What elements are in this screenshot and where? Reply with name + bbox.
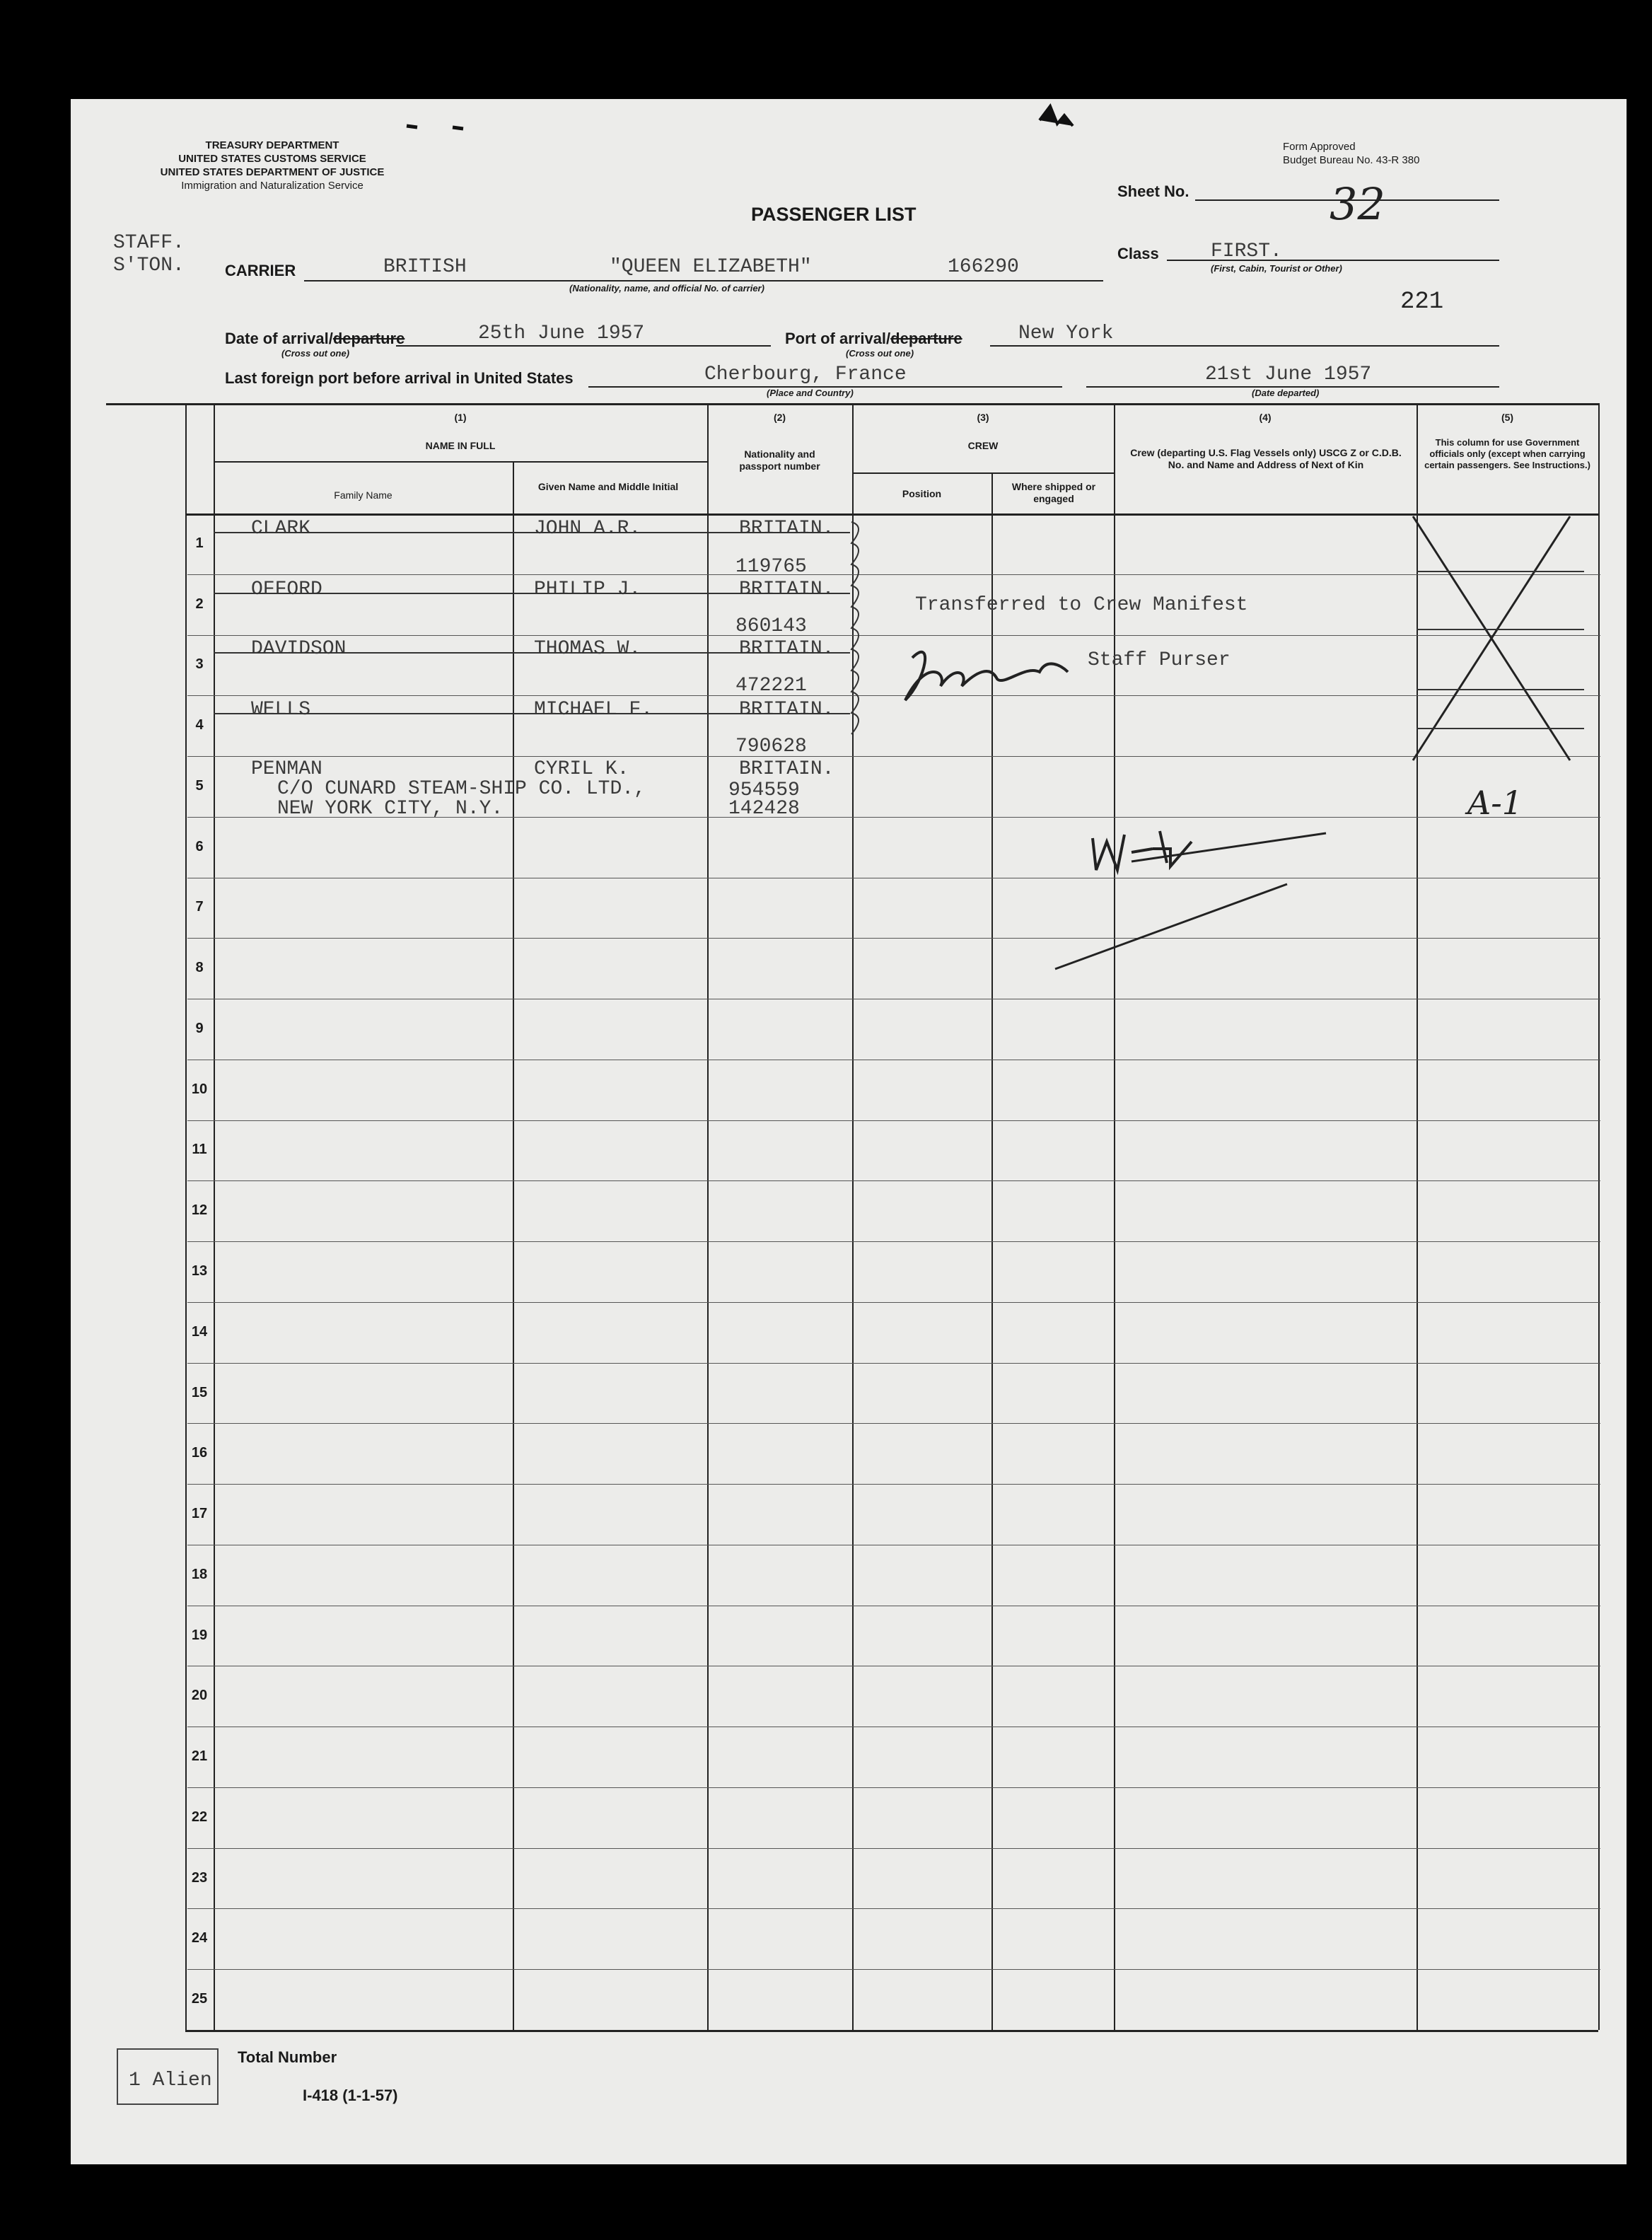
- row-number: 2: [195, 596, 204, 612]
- agency-line: UNITED STATES CUSTOMS SERVICE: [178, 153, 366, 165]
- class-hint: (First, Cabin, Tourist or Other): [1211, 263, 1342, 274]
- row-number: 19: [191, 1627, 208, 1643]
- a1-mark: A-1: [1467, 784, 1523, 822]
- row-number: 9: [195, 1020, 204, 1036]
- agency-line: TREASURY DEPARTMENT: [205, 139, 339, 151]
- family-name-header: Family Name: [334, 489, 392, 501]
- entry-nationality: BRITAIN.: [739, 579, 834, 600]
- entry-address: C/O CUNARD STEAM-SHIP CO. LTD.,: [277, 778, 646, 800]
- entry-family-name: WELLS: [251, 699, 311, 721]
- port-value: New York: [1018, 323, 1114, 344]
- date-label-struck: departure: [332, 330, 405, 347]
- entry-family-name: OFFORD: [251, 579, 322, 600]
- row-number: 22: [191, 1809, 208, 1825]
- row-number: 4: [195, 717, 204, 733]
- date-departed-hint: (Date departed): [1252, 388, 1320, 398]
- shipped-header: Where shipped or engaged: [1011, 481, 1096, 504]
- margin-note-line: STAFF.: [113, 232, 185, 254]
- col2-number: (2): [773, 412, 786, 423]
- row-number: 7: [195, 899, 204, 915]
- agency-line: UNITED STATES DEPARTMENT OF JUSTICE: [160, 166, 385, 178]
- form-approved-line: Budget Bureau No. 43-R 380: [1283, 154, 1420, 166]
- entry-nationality: BRITAIN.: [739, 638, 834, 660]
- entry-given-name: THOMAS W.: [534, 638, 641, 660]
- col5-number: (5): [1501, 412, 1514, 423]
- row-number: 12: [191, 1202, 208, 1219]
- stamp-number: 221: [1400, 289, 1444, 315]
- entry-nationality: BRITAIN.: [739, 518, 834, 540]
- agency-line: Immigration and Naturalization Service: [181, 180, 363, 192]
- carrier-nationality: BRITISH: [383, 256, 467, 278]
- col3-title: CREW: [967, 440, 999, 451]
- row-number: 16: [191, 1445, 208, 1461]
- row-number: 24: [191, 1930, 208, 1946]
- date-hint: (Cross out one): [281, 348, 350, 359]
- given-name-header: Given Name and Middle Initial: [537, 481, 679, 492]
- entry-nationality: BRITAIN.: [739, 699, 834, 721]
- entry-passport-secondary: 142428: [728, 798, 800, 820]
- carrier-name: "QUEEN ELIZABETH": [610, 256, 812, 278]
- entry-given-name: MICHAEL F.: [534, 699, 653, 721]
- row-number: 25: [191, 1991, 208, 2007]
- date-label-text: Date of arrival/: [225, 330, 333, 347]
- row-number: 18: [191, 1566, 208, 1582]
- row-number: 21: [191, 1748, 208, 1765]
- row-number: 8: [195, 960, 204, 976]
- row-number: 11: [192, 1142, 207, 1158]
- row-number: 6: [195, 838, 204, 854]
- carrier-label: CARRIER: [225, 262, 296, 279]
- entry-passport: 472221: [735, 675, 807, 697]
- page-title: PASSENGER LIST: [751, 204, 917, 225]
- row-number: 17: [191, 1506, 208, 1522]
- entry-given-name: CYRIL K.: [534, 758, 629, 780]
- entry-passport: 790628: [735, 736, 807, 758]
- col1-title: NAME IN FULL: [425, 440, 496, 451]
- port-hint: (Cross out one): [846, 348, 914, 359]
- entry-passport: 119765: [735, 556, 807, 578]
- last-port-hint: (Place and Country): [767, 388, 854, 398]
- margin-note-line: S'TON.: [113, 255, 185, 277]
- ink-mark: [453, 127, 463, 129]
- row-number: 13: [191, 1263, 208, 1279]
- last-port-label: Last foreign port before arrival in United States: [225, 369, 574, 387]
- col1-number: (1): [454, 412, 467, 423]
- col5-title: This column for use Government officials only (except when carrying certain passengers. See Instructions.): [1424, 437, 1590, 470]
- torn-edge: [1040, 106, 1073, 126]
- row-number: 3: [195, 656, 204, 673]
- entry-passport: 954559: [728, 779, 800, 801]
- col4-title: Crew (departing U.S. Flag Vessels only) USCG Z or C.D.B. No. and Name and Address of Next of Kin: [1130, 447, 1402, 470]
- signature-mark: [905, 652, 1068, 700]
- entry-family-name: PENMAN: [251, 758, 322, 780]
- entry-family-name: DAVIDSON: [251, 638, 347, 660]
- row-number: 20: [191, 1688, 208, 1704]
- row-number: 10: [191, 1081, 208, 1097]
- row-number: 1: [195, 535, 204, 551]
- last-port-value: Cherbourg, France: [704, 364, 907, 385]
- position-header: Position: [902, 488, 942, 499]
- total-label: Total Number: [238, 2048, 337, 2066]
- class-value: FIRST.: [1211, 240, 1282, 262]
- sheet-label: Sheet No.: [1117, 182, 1189, 200]
- col4-number: (4): [1259, 412, 1272, 423]
- class-label: Class: [1117, 245, 1159, 262]
- date-value: 25th June 1957: [478, 323, 645, 344]
- total-box-text: 1 Alien: [129, 2070, 212, 2091]
- form-approved-line: Form Approved: [1283, 141, 1356, 153]
- row-number: 14: [191, 1323, 208, 1340]
- staff-purser-note: Staff Purser: [1088, 649, 1231, 671]
- entry-given-name: PHILIP J.: [534, 579, 641, 600]
- carrier-hint: (Nationality, name, and official No. of carrier): [569, 283, 764, 294]
- entry-nationality: BRITAIN.: [739, 758, 834, 780]
- col3-number: (3): [977, 412, 989, 423]
- entry-family-name: CLARK: [251, 518, 311, 540]
- diagonal-stroke: [1055, 884, 1287, 969]
- transferred-note: Transferred to Crew Manifest: [915, 594, 1248, 616]
- entry-address: NEW YORK CITY, N.Y.: [277, 798, 504, 820]
- sheet-number: 32: [1330, 178, 1385, 230]
- port-label-struck: departure: [890, 330, 962, 347]
- initials-mark: [1093, 831, 1192, 870]
- row-number: 15: [191, 1384, 208, 1400]
- ink-mark: [407, 126, 417, 127]
- carrier-number: 166290: [948, 256, 1019, 278]
- entry-given-name: JOHN A.R.: [534, 518, 641, 540]
- port-label-text: Port of arrival/: [785, 330, 891, 347]
- row-number: 23: [191, 1869, 208, 1886]
- row-number: 5: [195, 777, 204, 794]
- form-number: I-418 (1-1-57): [303, 2087, 398, 2104]
- date-departed-value: 21st June 1957: [1205, 364, 1372, 385]
- brace-mark: [851, 522, 859, 734]
- entry-passport: 860143: [735, 615, 807, 637]
- col2-title: Nationality and passport number: [739, 448, 820, 472]
